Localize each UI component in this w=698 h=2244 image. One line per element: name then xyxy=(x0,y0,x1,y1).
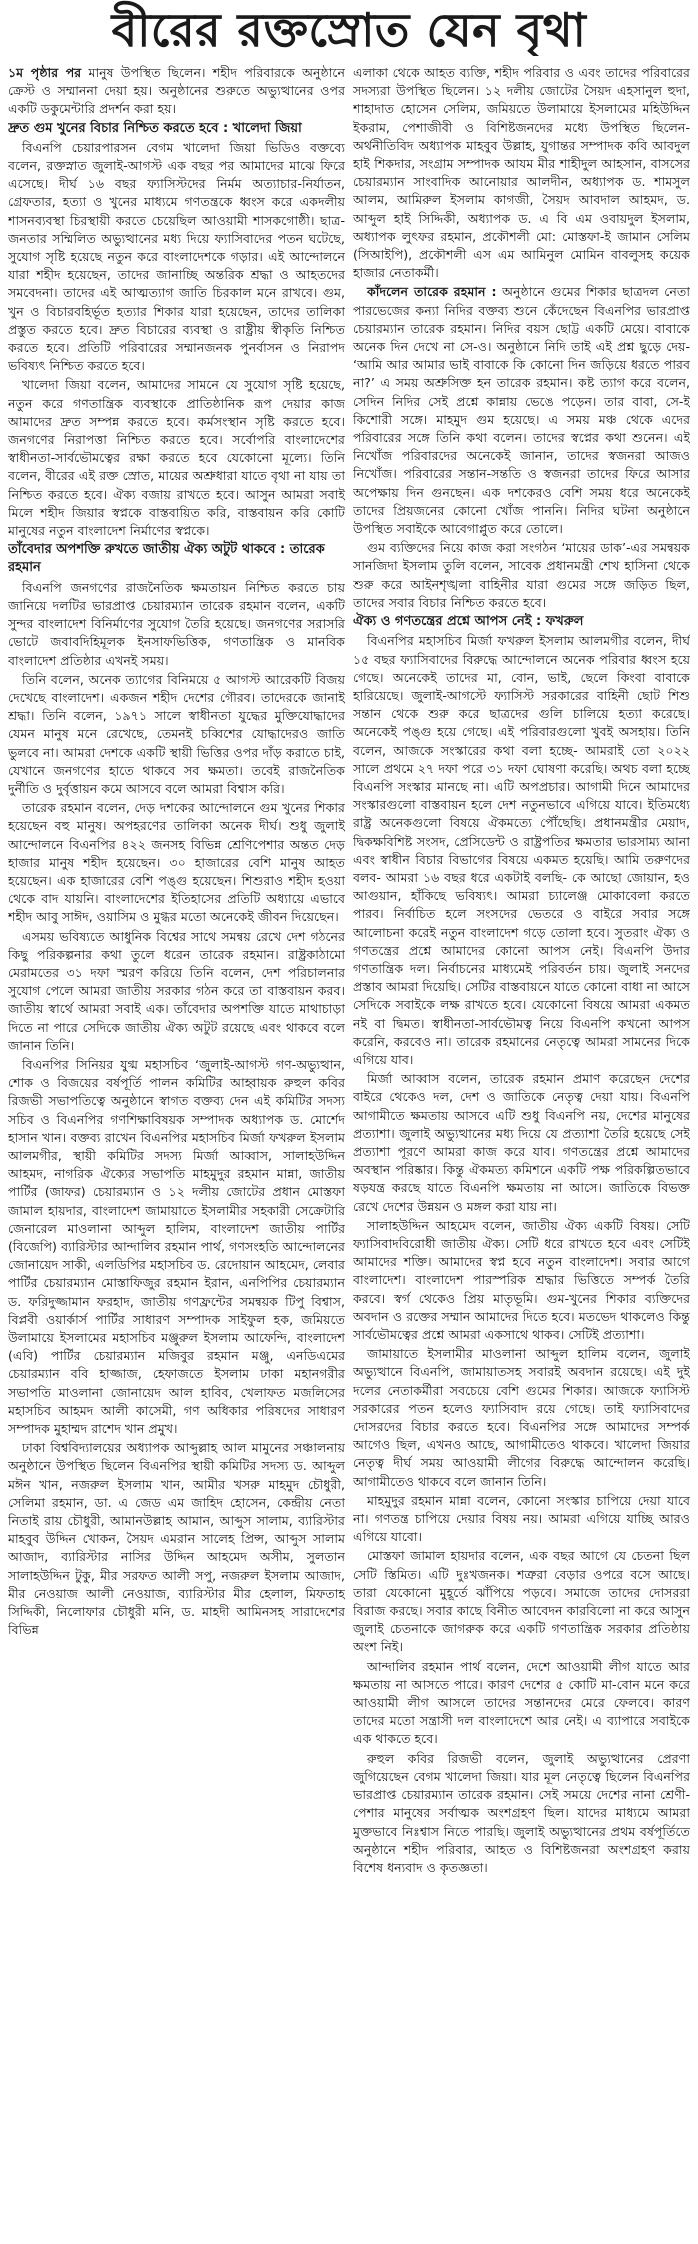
section-heading-fakhrul: ঐক্য ও গণতন্ত্রের প্রশ্নে আপস নেই : ফখরুল xyxy=(353,614,584,630)
continued-from-label: ১ম পৃষ্ঠার পর xyxy=(8,65,82,80)
body-paragraph: খালেদা জিয়া বলেন, আমাদের সামনে যে সুযোগ সৃষ্টি হয়েছে, নতুন করে গণতান্ত্রিক ব্যবস্থাকে প্রাতিষ্ঠানিক রূপ দেয়ার কাজ আমাদের দ্রুত সম্পন্ন করতে হবে। কর্মসংস্থান সৃষ্টি করতে হবে। জনগণের নিরাপত্তা নিশ্চিত করতে হবে। সর্বোপরি বাংলাদেশের স্বাধীনতা-সার্বভৌমত্বের রক্ষা করতে হবে যেকোনো মূল্যে। তিনি বলেন, বীরের এই রক্ত স্রোত, মায়ের অশ্রুধারা যাতে বৃথা না যায় তা নিশ্চিত করতে হবে। ঐক্য বজায় রাখতে হবে। আসুন আমরা সবাই মিলে শহীদ জিয়ার স্বপ্নকে বাস্তবায়িত করি, বাস্তবায়ন করি কোটি মানুষের নতুন বাংলাদেশ নির্মাণের স্বপ্নকে। xyxy=(8,377,345,539)
body-paragraph: ঢাকা বিশ্ববিদ্যালয়ের অধ্যাপক আব্দুল্লাহ আল মামুনের সঞ্চালনায় অনুষ্ঠানে উপস্থিত ছিলেন বিএনপির স্থায়ী কমিটির সদস্য ড. আব্দুল মঈন খান, নজরুল ইসলাম খান, আমীর খসরু মাহমুদ চৌধুরী, সেলিমা রহমান, ডা. এ জেড এম জাহিদ হোসেন, কেন্দ্রীয় নেতা নিতাই রায় চৌধুরী, আমানউল্লাহ আমান, আব্দুস সালাম, ব্যারিস্টার মাহবুব উদ্দিন খোকন, সৈয়দ এমরান সালেহ প্রিন্স, আব্দুস সালাম আজাদ, ব্যারিস্টার নাসির উদ্দিন আহমেদ অসীম, সুলতান সালাহউদ্দিন টুকু, মীর সরফত আলী সপু, নজরুল ইসলাম আজাদ, মীর নেওয়াজ আলী নেওয়াজ, ব্যারিস্টার মীর হেলাল, মিফতাহ সিদ্দিকী, নিলোফার চৌধুরী মনি, ড. মাহদী আমিনসহ সারাদেশের বিভিন্ন xyxy=(8,1440,345,1638)
body-paragraph: মাহমুদুর রহমান মান্না বলেন, কোনো সংস্কার চাপিয়ে দেয়া যাবে না। গণতন্ত্র চাপিয়ে দেয়ার বিষয় নয়। আমরা এগিয়ে যাচ্ছি আরও এগিয়ে যাবো। xyxy=(353,1492,690,1545)
body-paragraph: মোস্তফা জামাল হায়দার বলেন, এক বছর আগে যে চেতনা ছিল সেটি স্তিমিত। এটি দুঃখজনক। শত্রুরা বেড়ার ওপরে বসে আছে। তারা যেকোনো মুহূর্তে ঝাঁপিয়ে পড়বে। সমাজে তাদের দোসররা বিরাজ করছে। সবার কাছে বিনীত আবেদন কারবিলো না করে আসুন জুলাই চেতনাকে জাগরুক করে একটি গণতান্ত্রিক সরকার প্রতিষ্ঠায় অংশ নিই। xyxy=(353,1548,690,1655)
body-paragraph: রুহুল কবির রিজভী বলেন, জুলাই অভ্যুত্থানের প্রেরণা জুগিয়েছেন বেগম খালেদা জিয়া। যার মূল নেতৃত্বে ছিলেন বিএনপির ভারপ্রাপ্ত চেয়ারম্যান তারেক রহমান। সেই সময়ে দেশের নানা শ্রেণী-পেশার মানুষের সর্বাত্মক অংশগ্রহণ ছিল। যাদের মাধ্যমে আমরা মুক্তভাবে নিঃশ্বাস নিতে পারছি। জুলাই অভ্যুত্থানের প্রথম বর্ষপূর্তিতে অনুষ্ঠানে শহীদ পরিবার, আহত ও বিশিষ্টজনরা অংশগ্রহণ করায় বিশেষ ধন্যবাদ ও কৃতজ্ঞতা। xyxy=(353,1750,690,1875)
body-paragraph: বিএনপির মহাসচিব মির্জা ফখরুল ইসলাম আলমগীর বলেন, দীর্ঘ ১৫ বছর ফ্যাসিবাদের বিরুদ্ধে আন্দোলনে অনেক পরিবার ধ্বংস হয়ে গেছে। অনেকেই তাদের মা, বোন, ভাই, ছেলে কিংবা বাবাকে হারিয়েছে। জুলাই-আগস্টে ফ্যাসিস্ট সরকারের বাহিনী ছোট শিশু সন্তান থেকে শুরু করে ছাত্রদের গুলি চালিয়ে হত্যা করেছে। অনেকেই পঙ্গু হয়ে গেছে। এই পরিবারগুলো খুবই অসহায়। তিনি বলেন, আজকে সংস্কারের কথা বলা হচ্ছে- আমরাই তো ২০২২ সালে প্রথমে ২৭ দফা পরে ৩১ দফা ঘোষণা করেছি। অথচ বলা হচ্ছে বিএনপি সংস্কার মানছে না। এটি অপপ্রচার। আগামী দিনে আমাদের সংস্কারগুলো বাস্তবায়ন হলে দেশ নতুনভাবে এগিয়ে যাবে। ইতিমধ্যে রাষ্ট্র অনেকগুলো বিষয়ে ঐকমত্যে পৌঁছেছি। প্রধানমন্ত্রীর মেয়াদ, দ্বিকক্ষবিশিষ্ট সংসদ, প্রেসিডেন্ট ও রাষ্ট্রপতির ক্ষমতার ভারসাম্য আনা এবং স্বাধীন বিচার বিভাগের বিষয়ে একমত হয়েছি। আমি তরুণদের বলব- আমরা ১৬ বছর ধরে একটাই বলছি- কে আছো জোয়ান, হও আগুয়ান, হাঁকিছে ভবিষ্যৎ। আমরা চ্যালেঞ্জ মোকাবেলা করতে পারব। নির্বাচিত হলে সংসদের ভেতরে ও বাইরে সবার সঙ্গে আলোচনা করেই নতুন বাংলাদেশ গড়ে তোলা হবে। সুতরাং ঐক্য ও গণতন্ত্রের প্রশ্নে আমাদের কোনো আপস নেই। বিএনপি উদার গণতান্ত্রিক দল। নির্বাচনের মাধ্যমেই পরিবর্তন চায়। জুলাই সনদের প্রস্তাব আমরা দিয়েছি। সেটির বাস্তবায়নে যাতে কোনো বাধা না আসে সেদিকে সবাইকে লক্ষ রাখতে হবে। যেকোনো বিষয়ে আমরা একমত নই বা দ্বিমত। স্বাধীনতা-সার্বভৌমত্ব নিয়ে বিএনপি কখনো আপস করেনি, করবেও না। তারেক রহমানের নেতৃত্বে আমরা সামনের দিকে এগিয়ে যাব। xyxy=(353,633,690,1067)
article-columns xyxy=(8,64,690,2234)
intro-paragraph: ১ম পৃষ্ঠার পর মানুষ উপস্থিত ছিলেন। শহীদ পরিবারকে অনুষ্ঠানে ক্রেস্ট ও সম্মাননা দেয়া হয়। অনুষ্ঠানের শুরুতে অভ্যুত্থানের ওপর একটি ডকুমেন্টারি প্রদর্শন করা হয়। xyxy=(8,65,345,117)
body-paragraph: তিনি বলেন, অনেক ত্যাগের বিনিময়ে ৫ আগস্ট আরেকটি বিজয় দেখেছে বাংলাদেশ। একজন শহীদ দেশের গৌরব। তাদেরকে জানাই শ্রদ্ধা। তিনি বলেন, ১৯৭১ সালে স্বাধীনতা যুদ্ধের মুক্তিযোদ্ধাদের যেমন মানুষ মনে রেখেছে, তেমনই চব্বিশের যোদ্ধাদেরও জাতি ভুলবে না। আমরা দেশকে একটি স্থায়ী ভিত্তির ওপর দাঁড় করাতে চাই, যেখানে জনগণের হাতে থাকবে সব ক্ষমতা। তবেই রাজনৈতিক দুর্নীতি ও দুর্বৃত্তায়ন কমে আসবে বলে আমরা বিশ্বাস করি। xyxy=(8,671,345,796)
body-paragraph: জামায়াতে ইসলামীর মাওলানা আব্দুল হালিম বলেন, জুলাই অভ্যুত্থানে বিএনপি, জামায়াতসহ সবারই অবদান রয়েছে। এই দুই দলের নেতাকর্মীরা সবচেয়ে বেশি গুমের শিকার। আজকে ফ্যাসিস্ট সরকারের পতন হলেও ফ্যাসিবাদ রয়ে গেছে। তাই ফ্যাসিবাদের দোসরদের বিচার করতে হবে। বিএনপির সঙ্গে আমাদের সম্পর্ক আগেও ছিল, এখনও আছে, আগামীতেও থাকবে। খালেদা জিয়ার নেতৃত্ব দীর্ঘ সময় আওয়ামী লীগের বিরুদ্ধে আন্দোলন করেছি। আগামীতেও থাকবে বলে জানান তিনি। xyxy=(353,1346,690,1489)
body-paragraph: বিএনপি জনগণের রাজনৈতিক ক্ষমতায়ন নিশ্চিত করতে চায় জানিয়ে দলটির ভারপ্রাপ্ত চেয়ারম্যান তারেক রহমান বলেন, একটি সুন্দর বাংলাদেশ বিনির্মাণের সুযোগ তৈরি হয়েছে। জনগণের সরাসরি ভোটে জবাবদিহিমূলক ইনসাফভিত্তিক, গণতান্ত্রিক ও মানবিক বাংলাদেশ প্রতিষ্ঠার এখনই সময়। xyxy=(8,579,345,668)
body-paragraph: বিএনপির সিনিয়র যুগ্ম মহাসচিব ‘জুলাই-আগস্ট গণ-অভ্যুত্থান, শোক ও বিজয়ের বর্ষপূর্তি পালন কমিটির আহ্বায়ক রুহুল কবির রিজভী সভাপতিত্বে অনুষ্ঠানে স্বাগত বক্তব্য দেন এই কমিটির সদস্য সচিব ও বিএনপির গণশিক্ষাবিষয়ক সম্পাদক অধ্যাপক ড. মোর্শেদ হাসান খান। বক্তব্য রাখেন বিএনপির মহাসচিব মির্জা ফখরুল ইসলাম আলমগীর, স্থায়ী কমিটির সদস্য মির্জা আব্বাস, সালাহউদ্দিন আহমদ, নাগরিক ঐক্যের সভাপতি মাহমুদুর রহমান মান্না, জাতীয় পার্টির (জাফর) চেয়ারম্যান ও ১২ দলীয় জোটের প্রধান মোস্তফা জামাল হায়দার, বাংলাদেশ জামায়াতে ইসলামীর সহকারী সেক্রেটারি জেনারেল মাওলানা আব্দুল হালিম, বাংলাদেশ জাতীয় পার্টির (বিজেপি) ব্যারিস্টার আন্দালিব রহমান পার্থ, গণসংহতি আন্দোলনের জোনায়েদ সাকী, এলডিপির মহাসচিব ড. রেদোয়ান আহমেদ, লেবার পার্টির চেয়ারম্যান মোস্তাফিজুর রহমান ইরান, এনপিপির চেয়ারম্যান ড. ফরিদুজ্জামান ফরহাদ, জাতীয় গণফ্রন্টের সমন্বয়ক টিপু বিশ্বাস, বিপ্লবী ওয়ার্কার্স পার্টির সাধারণ সম্পাদক সাইফুল হক, জমিয়তে উলামায়ে ইসলামের মহাসচিব মঞ্জুরুল ইসলাম আফেন্দি, বাংলাদেশ (এবি) পার্টির চেয়ারম্যান মজিবুর রহমান মঞ্জু, এনডিএমের চেয়ারম্যান ববি হাজ্জাজ, হেফাজতে ইসলাম ঢাকা মহানগরীর সভাপতি মাওলানা জোনায়েদ আল হাবিব, খেলাফত মজলিসের মহাসচিব আহমদ আলী কাসেমী, গণ অধিকার পরিষদের সাধারণ সম্পাদক মুহাম্মদ রাশেদ খান প্রমুখ। xyxy=(8,1056,345,1437)
body-paragraph: সালাহউদ্দিন আহমেদ বলেন, জাতীয় ঐক্য একটি বিষয়। সেটি ফ্যাসিবাদবিরোধী জাতীয় ঐক্য। সেটি ধরে রাখতে হবে এবং সেটিই আমাদের শক্তি। আমাদের স্বপ্ন হবে নতুন বাংলাদেশ। সবার আগে বাংলাদেশ। বাংলাদেশ পারস্পরিক শ্রদ্ধার ভিত্তিতে সম্পর্ক তৈরি করবে। স্বর্গ থেকেও প্রিয় মাতৃভূমি। গুম-খুনের শিকার ব্যক্তিদের অবদান ও রক্তের সম্মান আমাদের দিতে হবে। মতভেদ থাকলেও কিন্তু সার্বভৌমত্বের প্রশ্নে আমরা একসাথে থাকব। সেটিই প্রত্যাশা। xyxy=(353,1217,690,1343)
right-column xyxy=(353,64,690,2234)
body-paragraph: আন্দালিব রহমান পার্থ বলেন, দেশে আওয়ামী লীগ যাতে আর ক্ষমতায় না আসতে পারে। কারণ দেশের ৫ কোটি মা-বোন মনে করে আওয়ামী লীগ আসলে তাদের সন্তানদের মেরে ফেলবে। কারণ তাদের মতো সন্ত্রাসী দল বাংলাদেশে আর নেই। এ ব্যাপারে সবাইকে এক থাকতে হবে। xyxy=(353,1658,690,1747)
section-heading-khaleda: দ্রুত গুম খুনের বিচার নিশ্চিত করতে হবে : খালেদা জিয়া xyxy=(8,120,302,136)
left-column xyxy=(8,64,345,2234)
body-paragraph: এসময় ভবিষ্যতে আধুনিক বিশ্বের সাথে সমন্বয় রেখে দেশ গঠনের কিছু পরিকল্পনার কথা তুলে ধরেন তারেক রহমান। রাষ্ট্রকাঠামো মেরামতের ৩১ দফা স্মরণ করিয়ে তিনি বলেন, দেশ পরিচালনার সুযোগ পেলে আমরা জাতীয় সরকার গঠন করে তা বাস্তবায়ন করব। জাতীয় স্বার্থে আমরা সবাই এক। তাঁবেদার অপশক্তি যাতে মাথাচাড়া দিতে না পারে সেদিকে জাতীয় ঐক্য অটুট রয়েছে এবং থাকবে বলে জানান তিনি। xyxy=(8,928,345,1053)
body-paragraph: কাঁদলেন তারেক রহমান : অনুষ্ঠানে গুমের শিকার ছাত্রদল নেতা পারভেজের কন্যা নিদির বক্তব্য শুনে কেঁদেছেন বিএনপির ভারপ্রাপ্ত চেয়ারম্যান তারেক রহমান। নিদির বয়স ছোট্ট একটি মেয়ে। বাবাকে অনেক দিন দেখে না সে-ও। অনুষ্ঠানে নিদি তাই এই প্রশ্ন ছুড়ে দেয়- ‘আমি আর আমার ভাই বাবাকে কি কোনো দিন জড়িয়ে ধরতে পারব না?’ এ সময় অশ্রুসিক্ত হন তারেক রহমান। কষ্ট ত্যাগ করে বলেন, সেদিন নিদির সেই প্রশ্নে কান্নায় ভেঙে পড়েন। তার বাবা, সে-ই কিশোরী সঙ্গে। মাহমুদ গুম হয়েছে। এ সময় মঞ্চ থেকে এদের পরিবারের সঙ্গে তিনি কথা বলেন। তাদের স্বপ্নের কথা শুনেন। এই নিখোঁজ পরিবারদের অনেকেই জানান, তাদের স্বজনরা আজও নিখোঁজ। পরিবারের সন্তান-সন্ততি ও স্বজনরা তাদের ফিরে আসার অপেক্ষায় দিন গুনছেন। এক দশকেরও বেশি সময় ধরে অনেকেই তাদের প্রিয়জনের কোনো খোঁজ পাননি। নিদির ঘটনা অনুষ্ঠানে উপস্থিত সবাইকে আবেগাপ্লুত করে তোলে। xyxy=(353,284,690,537)
headline: বীরের রক্তস্রোত যেন বৃথা xyxy=(111,3,587,56)
section-heading-tarique-cried: কাঁদলেন তারেক রহমান : xyxy=(367,284,497,300)
body-paragraph: গুম ব্যক্তিদের নিয়ে কাজ করা সংগঠন ‘মায়ের ডাক’-এর সমন্বয়ক সানজিদা ইসলাম তুলি বলেন, সাবেক প্রধানমন্ত্রী শেখ হাসিনা থেকে শুরু করে আইনশৃঙ্খলা বাহিনীর যারা গুমের সঙ্গে জড়িত ছিল, তাদের সবার বিচার নিশ্চিত করতে হবে। xyxy=(353,540,690,610)
body-paragraph: মির্জা আব্বাস বলেন, তারেক রহমান প্রমাণ করেছেন দেশের বাইরে থেকেও দল, দেশ ও জাতিকে নেতৃত্ব দেয়া যায়। বিএনপি আগামীতে ক্ষমতায় আসবে এটি শুধু বিএনপি নয়, দেশের মানুষের প্রত্যাশা। জুলাই অভ্যুত্থানের মধ্য দিয়ে যে প্রত্যাশা তৈরি হয়েছে সেই প্রত্যাশা পূরণে আমরা কাজ করে যাব। গণতন্ত্রের প্রশ্নে আমাদের অবস্থান পরিষ্কার। কিন্তু ঐকমত্য কমিশনে একটি পক্ষ পরিকল্পিতভাবে ষড়যন্ত্র করছে যাতে বিএনপি ক্ষমতায় না আসে। জাতিকে বিভক্ত রেখে দেশের উন্নয়ন ও মঙ্গল করা যায় না। xyxy=(353,1071,690,1214)
body-paragraph: এলাকা থেকে আহত ব্যক্তি, শহীদ পরিবার ও এবং তাদের পরিবারের সদস্যরা উপস্থিত ছিলেন। ১২ দলীয় জোটের সৈয়দ এহসানুল হুদা, শাহাদাত হোসেন সেলিম, জমিয়তে উলামায়ে ইসলামের মহিউদ্দিন ইকরাম, পেশাজীবী ও বিশিষ্টজনদের মধ্যে উপস্থিত ছিলেন- অর্থনীতিবিদ অধ্যাপক মাহবুব উল্লাহ, যুগান্তর সম্পাদক কবি আবদুল হাই শিকদার, সংগ্রাম সম্পাদক আযম মীর শাহীদুল আহসান, বাসসের চেয়ারম্যান সাংবাদিক আনোয়ার আলদীন, অধ্যাপক ড. শামসুল আলম, আমিরুল ইসলাম কাগজী, সৈয়দ আবদাল আহমদ, ড. আব্দুল হাই সিদ্দিকী, অধ্যাপক ড. এ বি এম ওবায়দুল ইসলাম, অধ্যাপক লুৎফর রহমান, প্রকৌশলী মো: মোস্তফা-ই জামান সেলিম (সিআইপি), প্রকৌশলী এস এম আমিনুল মোমিন বাবলুসহ কয়েক হাজার নেতাকর্মী। xyxy=(353,65,690,281)
section-heading-tarique: তাঁবেদার অপশক্তি রুখতে জাতীয় ঐক্য অটুট থাকবে : তারেক রহমান xyxy=(8,542,325,576)
body-paragraph: বিএনপি চেয়ারপারসন বেগম খালেদা জিয়া ভিডিও বক্তব্যে বলেন, রক্তস্নাত জুলাই-আগস্ট এক বছর পর আমাদের মাঝে ফিরে এসেছে। দীর্ঘ ১৬ বছর ফ্যাসিস্টদের নির্মম অত্যাচার-নির্যাতন, গ্রেফতার, হত্যা ও খুনের মাধ্যমে গণতন্ত্রকে ধ্বংস করে একদলীয় শাসনব্যবস্থা চিরস্থায়ী করতে চেয়েছিল আওয়ামী শাসকগোষ্ঠী। ছাত্র-জনতার সম্মিলিত অভ্যুত্থানের মধ্য দিয়ে ফ্যাসিবাদের পতন ঘটেছে, সুযোগ সৃষ্টি হয়েছে নতুন করে বাংলাদেশকে গড়ার। এই আন্দোলনে যারা শহীদ হয়েছেন, তাদের জানাচ্ছি অন্তরিক শ্রদ্ধা ও আহতদের সমবেদনা। তাদের এই আত্মত্যাগ জাতি চিরকাল মনে রাখবে। গুম, খুন ও বিচারবহির্ভূত হত্যার শিকার যারা হয়েছেন, তাদের তালিকা প্রস্তুত করতে হবে। দ্রুত বিচারের ব্যবস্থা ও রাষ্ট্রীয় স্বীকৃতি নিশ্চিত করতে হবে। প্রতিটি পরিবারের সম্মানজনক পুনর্বাসন ও নিরাপদ ভবিষ্যৎ নিশ্চিত করতে হবে। xyxy=(8,139,345,374)
body-paragraph: তারেক রহমান বলেন, দেড় দশকের আন্দোলনে গুম খুনের শিকার হয়েছেন বহু মানুষ। অপহরণের তালিকা অনেক দীর্ঘ। শুধু জুলাই আন্দোলনে বিএনপির ৪২২ জনসহ বিভিন্ন শ্রেণিপেশার অন্তত দেড় হাজার মানুষ শহীদ হয়েছেন। ৩০ হাজারের বেশি মানুষ আহত হয়েছেন। এক হাজারের বেশি পঙ্গু হয়েছেন। শিশুরাও শহীদ হওয়া থেকে বাদ যায়নি। বাংলাদেশের ইতিহাসের প্রতিটি অধ্যায়ে এভাবে শহীদ আবু সাঈদ, ওয়াসিম ও মুগ্ধর মতো অনেকেই জীবন দিয়েছেন। xyxy=(8,800,345,925)
